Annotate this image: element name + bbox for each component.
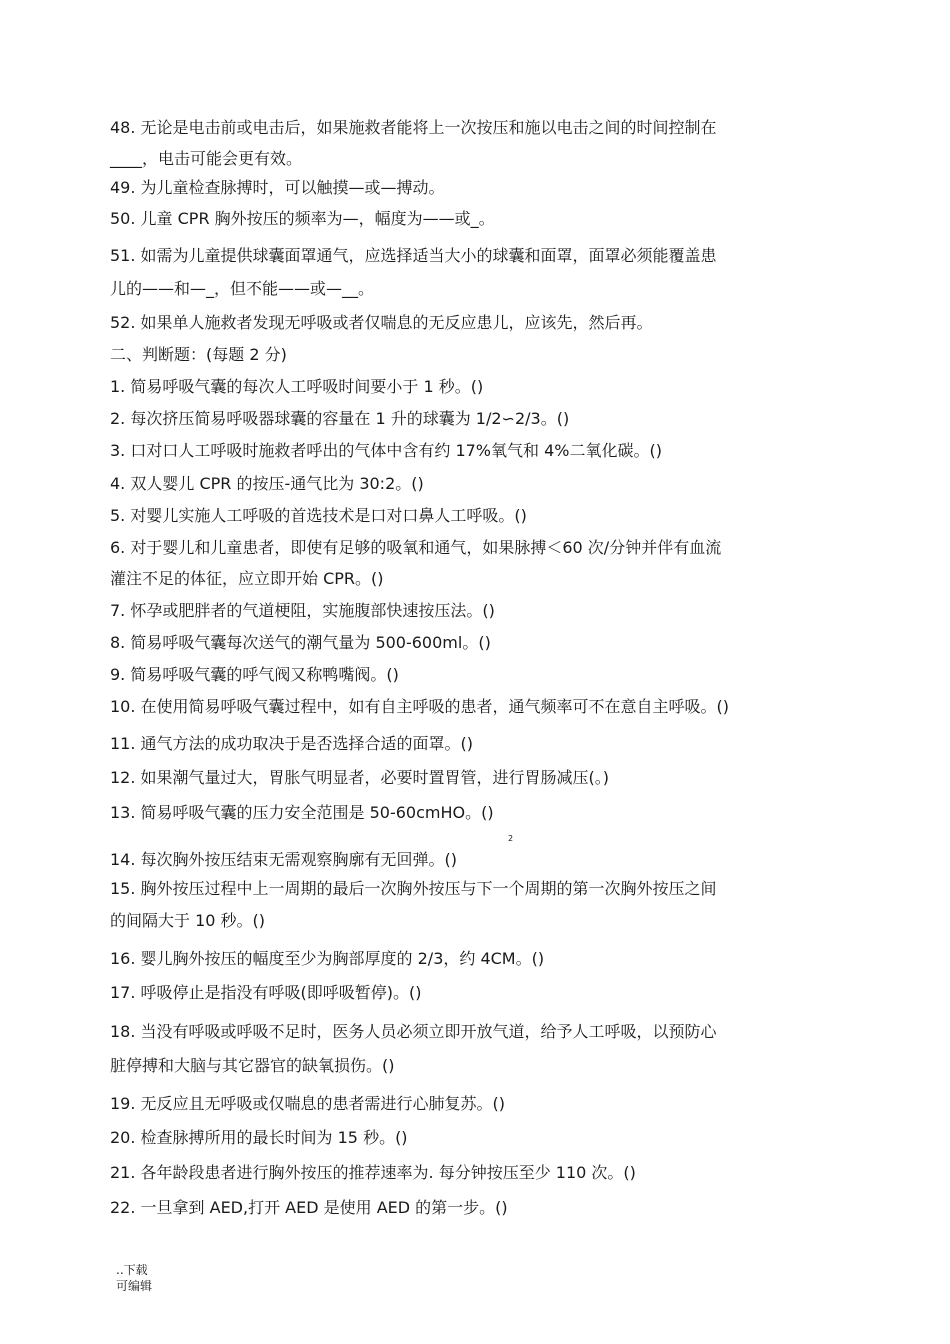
question-item: 脏停搏和大脑与其它器官的缺氧损伤。() [110, 1056, 395, 1075]
question-item: 4. 双人婴儿 CPR 的按压-通气比为 30:2。() [110, 474, 424, 493]
text-line: 52. 如果单人施救者发现无呼吸或者仅喘息的无反应患儿，应该先，然后再。 [110, 313, 653, 332]
footer-editable: 可编辑 [116, 1279, 153, 1293]
question-item: 10. 在使用简易呼吸气囊过程中，如有自主呼吸的患者，通气频率可不在意自主呼吸。() [110, 697, 730, 716]
question-item: 17. 呼吸停止是指没有呼吸(即呼吸暂停)。() [110, 983, 422, 1002]
question-item: 21. 各年龄段患者进行胸外按压的推荐速率为. 每分钟按压至少 110 次。() [110, 1163, 636, 1182]
question-item: 的间隔大于 10 秒。() [110, 911, 266, 930]
question-item: 20. 检查脉搏所用的最长时间为 15 秒。() [110, 1128, 408, 1147]
text-line: ____，电击可能会更有效。 [110, 149, 303, 168]
footer-download: ..下载 [116, 1263, 148, 1277]
question-item: 13. 简易呼吸气囊的压力安全范围是 50-60cmHO。() [110, 803, 494, 822]
question-item: 11. 通气方法的成功取决于是否选择合适的面罩。() [110, 734, 474, 753]
question-item: 9. 简易呼吸气囊的呼气阀又称鸭嘴阀。() [110, 665, 399, 684]
question-item: 7. 怀孕或肥胖者的气道梗阻，实施腹部快速按压法。() [110, 601, 495, 620]
section-heading: 二、判断题：(每题 2 分) [110, 345, 287, 364]
question-item: 1. 简易呼吸气囊的每次人工呼吸时间要小于 1 秒。() [110, 377, 484, 396]
question-item: 灌注不足的体征，应立即开始 CPR。() [110, 569, 384, 588]
question-item: 2. 每次挤压简易呼吸器球囊的容量在 1 升的球囊为 1/2∽2/3。() [110, 409, 570, 428]
superscript-note: 2 [508, 834, 514, 843]
question-item: 16. 婴儿胸外按压的幅度至少为胸部厚度的 2/3，约 4CM。() [110, 949, 545, 968]
question-item: 15. 胸外按压过程中上一周期的最后一次胸外按压与下一个周期的第一次胸外按压之间 [110, 879, 717, 898]
question-item: 8. 简易呼吸气囊每次送气的潮气量为 500-600ml。() [110, 633, 491, 652]
text-line: 51. 如需为儿童提供球囊面罩通气，应选择适当大小的球囊和面罩，面罩必须能覆盖患 [110, 246, 717, 265]
question-item: 22. 一旦拿到 AED,打开 AED 是使用 AED 的第一步。() [110, 1198, 508, 1217]
text-line: 儿的——和—_，但不能——或—__。 [110, 279, 375, 298]
question-item: 5. 对婴儿实施人工呼吸的首选技术是口对口鼻人工呼吸。() [110, 506, 527, 525]
question-item: 14. 每次胸外按压结束无需观察胸廓有无回弹。() [110, 850, 458, 869]
question-item: 3. 口对口人工呼吸时施救者呼出的气体中含有约 17%氧气和 4%二氧化碳。() [110, 441, 662, 460]
question-item: 18. 当没有呼吸或呼吸不足时，医务人员必须立即开放气道，给予人工呼吸，以预防心 [110, 1022, 717, 1041]
question-item: 19. 无反应且无呼吸或仅喘息的患者需进行心肺复苏。() [110, 1094, 506, 1113]
text-line: 48. 无论是电击前或电击后，如果施救者能将上一次按压和施以电击之间的时间控制在 [110, 118, 717, 137]
text-line: 50. 儿童 CPR 胸外按压的频率为—，幅度为——或_。 [110, 209, 495, 228]
question-item: 12. 如果潮气量过大，胃胀气明显者，必要时置胃管，进行胃肠减压(。) [110, 768, 610, 787]
question-item: 6. 对于婴儿和儿童患者，即使有足够的吸氧和通气，如果脉搏＜60 次/分钟并伴有血流 [110, 538, 722, 557]
text-line: 49. 为儿童检查脉搏时，可以触摸—或—搏动。 [110, 178, 445, 197]
